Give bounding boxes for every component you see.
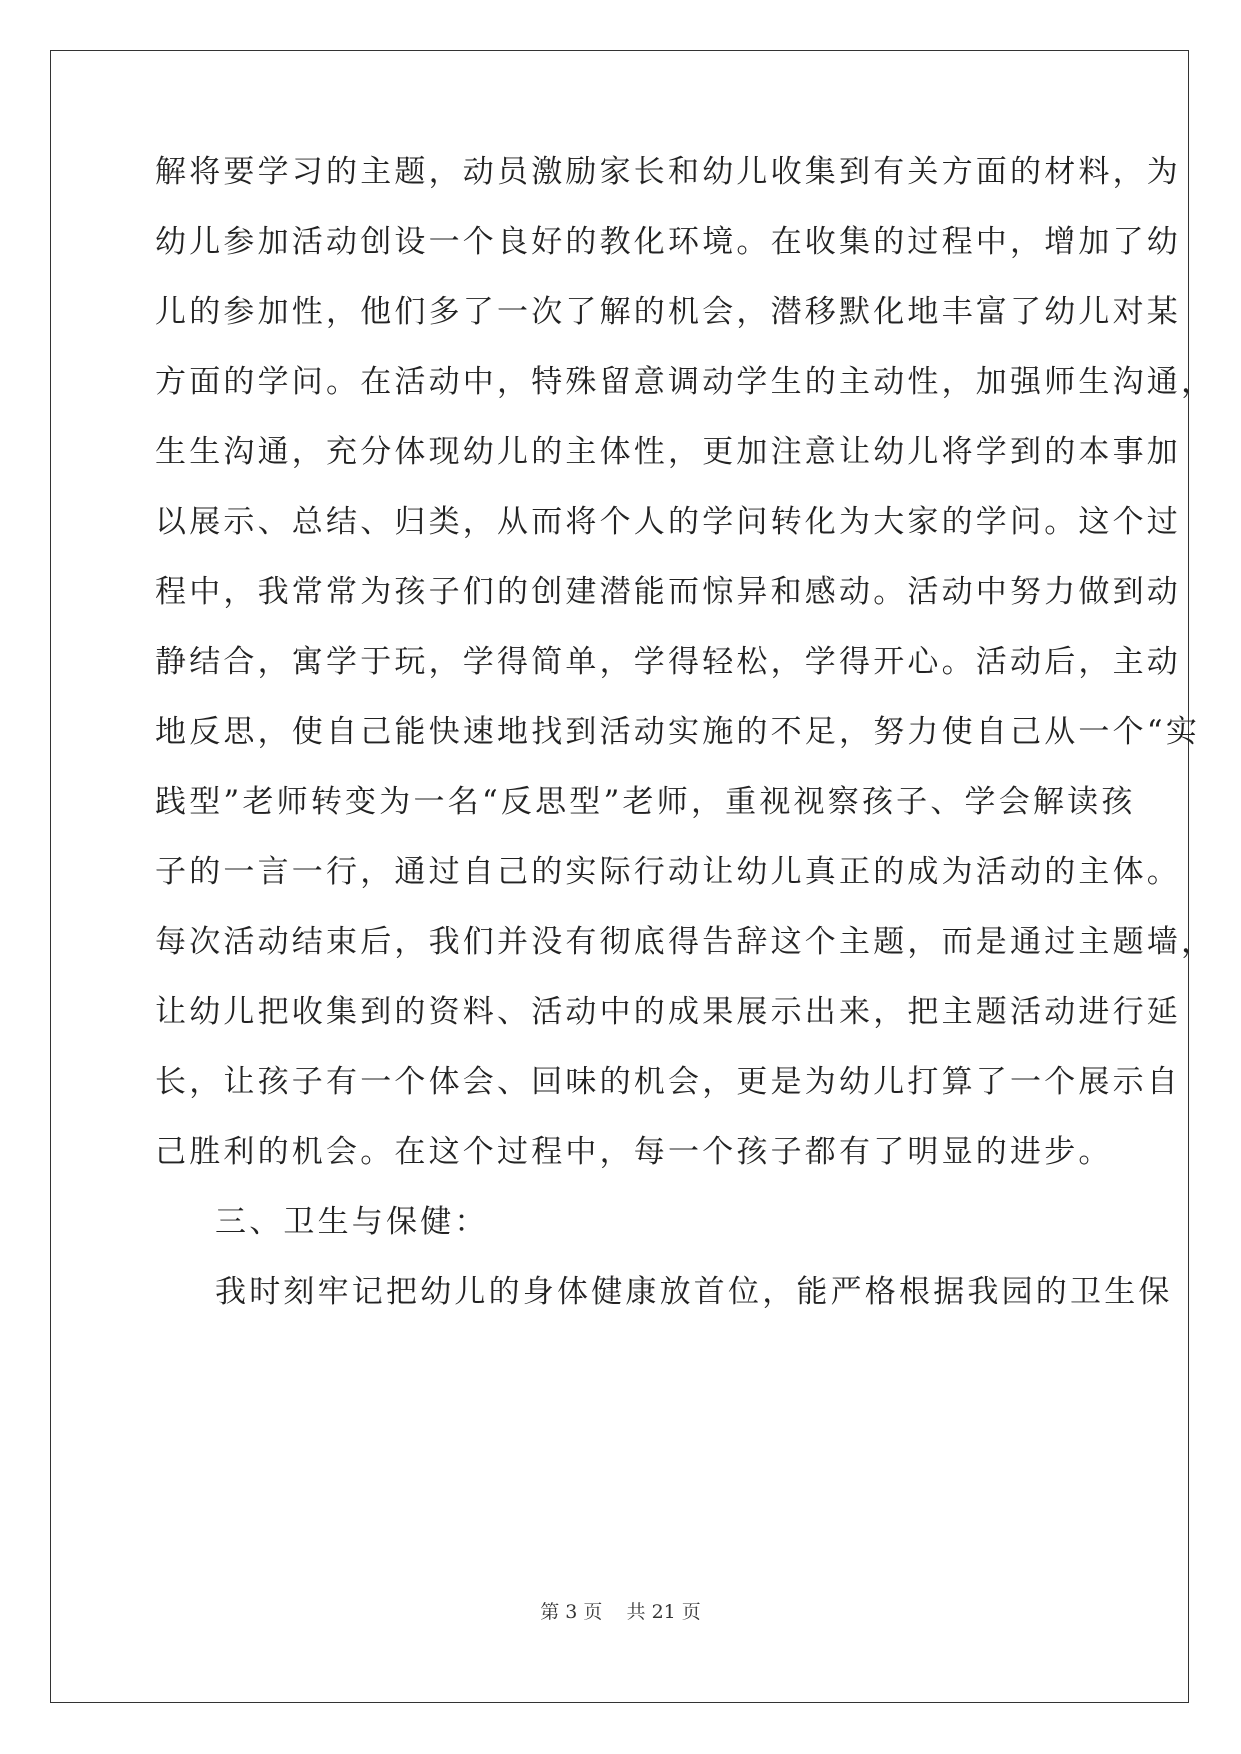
body-text-line: 己胜利的机会。在这个过程中，每一个孩子都有了明显的进步。 [155, 1134, 1113, 1170]
section-paragraph-line: 我时刻牢记把幼儿的身体健康放首位，能严格根据我园的卫生保 [215, 1274, 1173, 1310]
body-text-line: 让幼儿把收集到的资料、活动中的成果展示出来，把主题活动进行延 [155, 994, 1181, 1030]
body-text-line: 生生沟通，充分体现幼儿的主体性，更加注意让幼儿将学到的本事加 [155, 434, 1181, 470]
body-text-line: 程中，我常常为孩子们的创建潜能而惊异和感动。活动中努力做到动 [155, 574, 1181, 610]
body-text-line: 子的一言一行，通过自己的实际行动让幼儿真正的成为活动的主体。 [155, 854, 1181, 890]
body-text-line: 幼儿参加活动创设一个良好的教化环境。在收集的过程中，增加了幼 [155, 224, 1181, 260]
body-text-line: 长，让孩子有一个体会、回味的机会，更是为幼儿打算了一个展示自 [155, 1064, 1181, 1100]
section-heading: 三、卫生与保健： [215, 1204, 489, 1240]
body-text-line: 儿的参加性，他们多了一次了解的机会，潜移默化地丰富了幼儿对某 [155, 294, 1181, 330]
body-text-line: 方面的学问。在活动中，特殊留意调动学生的主动性，加强师生沟通， [155, 364, 1216, 400]
body-text-line: 地反思，使自己能快速地找到活动实施的不足，努力使自己从一个“实 [155, 714, 1201, 750]
body-text-line: 践型”老师转变为一名“反思型”老师，重视视察孩子、学会解读孩 [155, 784, 1136, 820]
page-number-footer: 第 3 页 共 21 页 [540, 1601, 701, 1623]
body-text-line: 每次活动结束后，我们并没有彻底得告辞这个主题，而是通过主题墙， [155, 924, 1216, 960]
body-text-line: 以展示、总结、归类，从而将个人的学问转化为大家的学问。这个过 [155, 504, 1181, 540]
body-text-line: 静结合，寓学于玩，学得简单，学得轻松，学得开心。活动后，主动 [155, 644, 1181, 680]
body-text-line: 解将要学习的主题，动员激励家长和幼儿收集到有关方面的材料，为 [155, 154, 1181, 190]
